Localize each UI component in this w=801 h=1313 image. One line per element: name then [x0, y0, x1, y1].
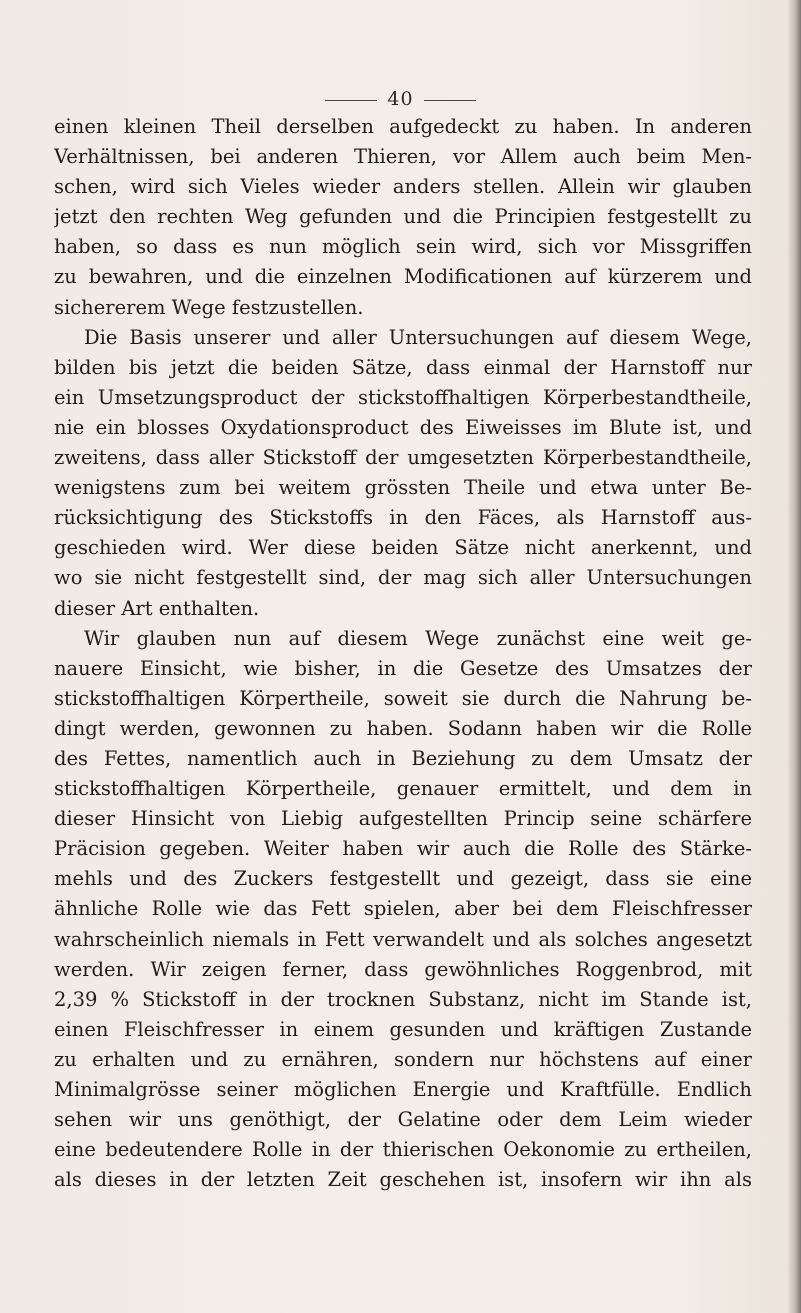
text-line: geschieden wird. Wer diese beiden Sätze nicht anerkennt, und [54, 536, 752, 560]
text-line: dingt werden, gewonnen zu haben. Sodann haben wir die Rolle [54, 716, 752, 740]
text-line: eine bedeutendere Rolle in der thierischen Oekonomie zu ertheilen, [54, 1138, 752, 1162]
text-line: einen Fleischfresser in einem gesunden und kräftigen Zustande [54, 1017, 752, 1041]
text-line: sehen wir uns genöthigt, der Gelatine oder dem Leim wieder [54, 1108, 752, 1132]
text-line: Minimalgrösse seiner möglichen Energie und Kraftfülle. Endlich [54, 1078, 752, 1101]
text-line: als dieses in der letzten Zeit geschehen ist, insofern wir ihn als [54, 1168, 752, 1192]
text-line: nauere Einsicht, wie bisher, in die Gesetze des Umsatzes der [54, 656, 752, 680]
text-line: schen, wird sich Vieles wieder anders stellen. Allein wir glauben [54, 175, 752, 199]
text-line: haben, so dass es nun möglich sein wird, sich vor Missgriffen [54, 235, 752, 259]
text-line: mehls und des Zuckers festgestellt und gezeigt, dass sie eine [54, 867, 752, 891]
text-line: 2,39 % Stickstoff in der trocknen Substanz, nicht im Stande ist, [54, 987, 752, 1011]
text-line: werden. Wir zeigen ferner, dass gewöhnliches Roggenbrod, mit [54, 957, 752, 981]
text-line: stickstoffhaltigen Körpertheile, genauer ermittelt, und dem in [54, 777, 752, 801]
paragraph-end-line: dieser Art enthalten. [54, 596, 260, 620]
text-line: Präcision gegeben. Weiter haben wir auch die Rolle des Stärke- [54, 837, 752, 861]
text-line: Verhältnissen, bei anderen Thieren, vor Allem auch beim Men- [54, 145, 752, 169]
paragraph-start-line: Wir glauben nun auf diesem Wege zunächst eine weit ge- [84, 626, 752, 650]
right-rule [424, 100, 476, 101]
text-line: des Fettes, namentlich auch in Beziehung zu dem Umsatz der [54, 746, 752, 770]
left-rule [325, 100, 377, 101]
page-edge-shadow [787, 0, 801, 1313]
text-line: stickstoffhaltigen Körpertheile, soweit sie durch die Nahrung be- [54, 686, 752, 710]
text-line: bilden bis jetzt die beiden Sätze, dass einmal der Harnstoff nur [54, 355, 752, 379]
text-line: rücksichtigung des Stickstoffs in den Fäces, als Harnstoff aus- [54, 506, 752, 530]
text-line: jetzt den rechten Weg gefunden und die Principien festgestellt zu [54, 205, 752, 229]
paragraph-start-line: Die Basis unserer und aller Untersuchungen auf diesem Wege, [84, 325, 752, 349]
running-head [0, 88, 801, 110]
text-line: zu bewahren, und die einzelnen Modificationen auf kürzerem und [54, 265, 752, 289]
text-line: ein Umsetzungsproduct der stickstoffhaltigen Körperbestandtheile, [54, 385, 752, 409]
text-line: wenigstens zum bei weitem grössten Theile und etwa unter Be- [54, 476, 752, 500]
text-line: zu erhalten und zu ernähren, sondern nur höchstens auf einer [54, 1047, 752, 1071]
text-line: dieser Hinsicht von Liebig aufgestellten Princip seine schärfere [54, 807, 752, 831]
text-line: nie ein blosses Oxydationsproduct des Eiweisses im Blute ist, und [54, 415, 752, 439]
text-line: wahrscheinlich niemals in Fett verwandelt und als solches angesetzt [54, 927, 752, 951]
page-number: 40 [387, 88, 414, 110]
paragraph-end-line: sichererem Wege festzustellen. [54, 295, 364, 319]
text-line: einen kleinen Theil derselben aufgedeckt zu haben. In anderen [54, 115, 752, 138]
text-line: wo sie nicht festgestellt sind, der mag sich aller Untersuchungen [54, 566, 752, 590]
body-text [54, 112, 752, 1195]
text-line: zweitens, dass aller Stickstoff der umgesetzten Körperbestandtheile, [54, 446, 752, 470]
text-line: ähnliche Rolle wie das Fett spielen, aber bei dem Fleischfresser [54, 897, 752, 921]
